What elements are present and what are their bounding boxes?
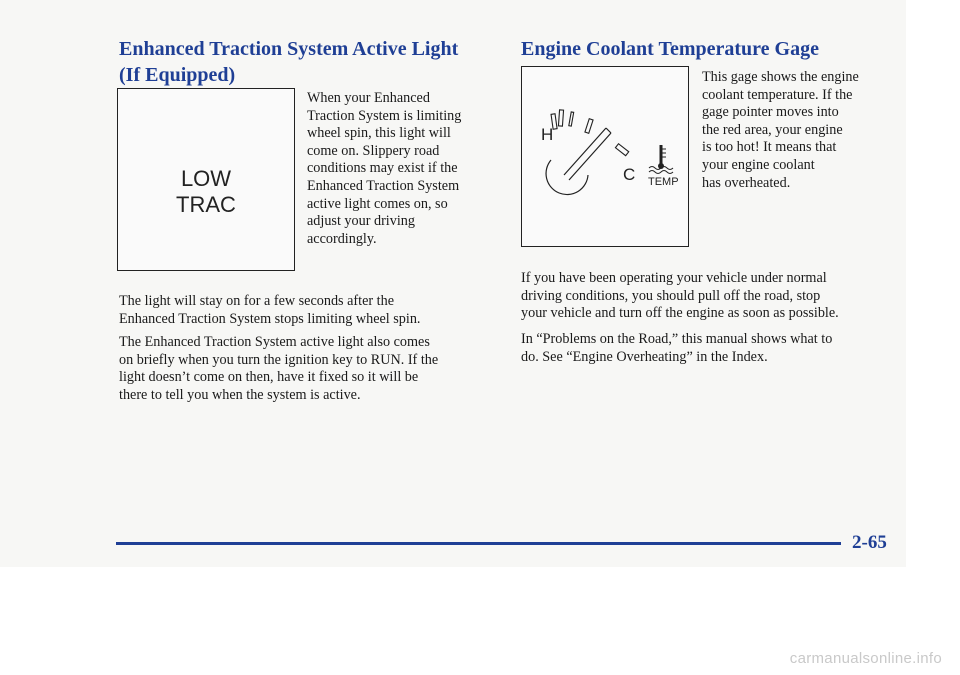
- gauge-tick-mark: [558, 110, 563, 126]
- paragraph-line: do. See “Engine Overheating” in the Index.: [521, 348, 768, 365]
- paragraph-line: light doesn’t come on then, have it fixed so it will be: [119, 369, 419, 386]
- paragraph-line: driving conditions, you should pull off the road, stop: [521, 287, 821, 304]
- page-number: 2-65: [852, 532, 887, 553]
- coolant-desc-line: gage pointer moves into: [702, 104, 839, 121]
- traction-desc-line: come on. Slippery road: [307, 142, 440, 159]
- low-trac-indicator-illustration: [117, 88, 295, 271]
- gauge-tick-mark: [569, 112, 574, 126]
- traction-desc-line: adjust your driving: [307, 213, 415, 230]
- coolant-desc-line: has overheated.: [702, 174, 791, 191]
- coolant-desc-line: is too hot! It means that: [702, 139, 837, 156]
- paragraph-line: The light will stay on for a few seconds after the: [119, 293, 394, 309]
- coolant-desc-line: This gage shows the engine: [702, 69, 859, 85]
- traction-heading-line2: (If Equipped): [119, 64, 236, 86]
- low-trac-line1: LOW: [180, 166, 232, 191]
- gauge-pointer: [606, 128, 611, 133]
- coolant-paragraph-1: [521, 270, 839, 323]
- paragraph-line: The Enhanced Traction System active light also comes: [119, 334, 430, 350]
- gauge-drawing: [522, 67, 688, 245]
- gauge-tick-mark: [585, 119, 593, 134]
- traction-desc-line: active light comes on, so: [307, 195, 448, 212]
- traction-desc-line: Traction System is limiting: [307, 107, 462, 124]
- gauge-pointer: [564, 128, 606, 175]
- gauge-hot-label: H: [541, 125, 554, 144]
- low-trac-line2: TRAC: [176, 192, 236, 217]
- coolant-desc-line: coolant temperature. If the: [702, 86, 853, 103]
- watermark-text: carmanualsonline.info: [789, 650, 942, 667]
- traction-paragraph-2: [119, 334, 438, 404]
- traction-light-heading: [119, 36, 458, 88]
- low-trac-indicator-text: [118, 166, 294, 218]
- coolant-paragraph-2: [521, 331, 832, 366]
- footer-rule: [116, 542, 841, 545]
- thermometer-icon: [649, 145, 673, 174]
- traction-desc-line: When your Enhanced: [307, 90, 430, 106]
- traction-desc-line: Enhanced Traction System: [307, 177, 460, 194]
- paragraph-line: on briefly when you turn the ignition key to RUN. If the: [119, 351, 439, 368]
- traction-desc-line: conditions may exist if the: [307, 160, 458, 177]
- paragraph-line: In “Problems on the Road,” this manual shows what to: [521, 331, 833, 347]
- coolant-desc-line: your engine coolant: [702, 156, 815, 173]
- gauge-pointer: [569, 133, 611, 180]
- traction-heading-line1: Enhanced Traction System Active Light: [119, 38, 459, 60]
- paragraph-line: If you have been operating your vehicle under normal: [521, 270, 827, 286]
- gauge-temp-label: TEMP: [648, 176, 679, 188]
- traction-desc-line: wheel spin, this light will: [307, 125, 451, 142]
- traction-light-description: [307, 90, 461, 248]
- paragraph-line: there to tell you when the system is active.: [119, 386, 361, 403]
- coolant-gage-description: [702, 69, 859, 192]
- traction-paragraph-1: [119, 293, 420, 328]
- coolant-gauge-illustration: [521, 66, 689, 247]
- traction-desc-line: accordingly.: [307, 230, 377, 247]
- coolant-gage-heading: Engine Coolant Temperature Gage: [521, 38, 819, 60]
- gauge-cold-label: C: [623, 165, 636, 184]
- gauge-tick-mark: [615, 144, 628, 156]
- coolant-desc-line: the red area, your engine: [702, 121, 843, 138]
- paragraph-line: Enhanced Traction System stops limiting wheel spin.: [119, 310, 421, 327]
- paragraph-line: your vehicle and turn off the engine as soon as possible.: [521, 305, 839, 322]
